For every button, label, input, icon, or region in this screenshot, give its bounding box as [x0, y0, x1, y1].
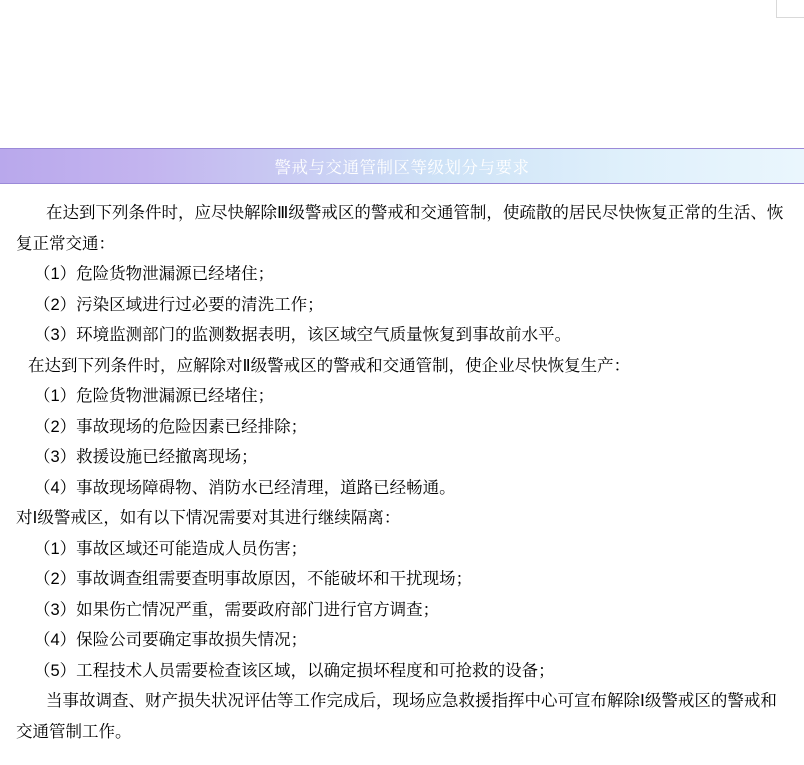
- body-line: （5）工程技术人员需要检查该区域，以确定损坏程度和可抢救的设备；: [34, 661, 555, 680]
- body-line: （4）事故现场障碍物、消防水已经清理，道路已经畅通。: [34, 478, 456, 497]
- body-line: （4）保险公司要确定事故损失情况；: [34, 631, 308, 649]
- body-line: （1）危险货物泄漏源已经堵住；: [34, 387, 275, 405]
- body-line: 在达到下列条件时，应解除对Ⅱ级警戒区的警戒和交通管制，使企业尽快恢复生产：: [28, 356, 631, 375]
- body-line: 对Ⅰ级警戒区，如有以下情况需要对其进行继续隔离：: [16, 509, 401, 527]
- body-line: （3）救援设施已经撤离现场；: [34, 448, 258, 466]
- slide-content: [0, 148, 804, 757]
- body-line: 当事故调查、财产损失状况评估等工作完成后，现场应急救援指挥中心可宣布解除Ⅰ级警戒区的警戒和交通管制工作。: [16, 692, 777, 741]
- body-line: 在达到下列条件时，应尽快解除Ⅲ级警戒区的警戒和交通管制，使疏散的居民尽快恢复正常的生活、恢复正常交通：: [16, 204, 784, 253]
- body-line: （3）如果伤亡情况严重，需要政府部门进行官方调查；: [34, 600, 440, 619]
- body-line: （3）环境监测部门的监测数据表明，该区域空气质量恢复到事故前水平。: [34, 326, 572, 344]
- slide-body: [0, 184, 804, 757]
- body-line: （2）事故现场的危险因素已经排除；: [34, 417, 308, 436]
- page-title: 警戒与交通管制区等级划分与要求: [274, 159, 530, 177]
- body-line: （2）事故调查组需要查明事故原因，不能破坏和干扰现场；: [34, 570, 473, 588]
- page-corner-marker: [776, 0, 804, 18]
- body-line: （1）危险货物泄漏源已经堵住；: [34, 265, 275, 283]
- body-line: （1）事故区域还可能造成人员伤害；: [34, 539, 308, 558]
- body-line: （2）污染区域进行过必要的清洗工作；: [34, 295, 324, 314]
- slide-title-bar: [0, 148, 804, 184]
